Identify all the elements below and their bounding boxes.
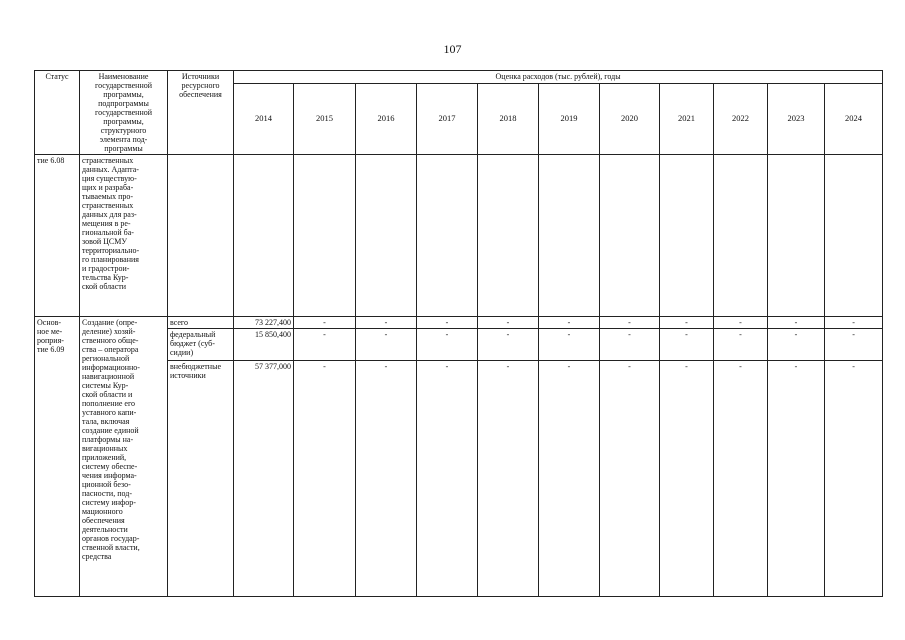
amount-2014: 15 850,400 [234, 329, 294, 361]
value-cell: - [825, 317, 883, 329]
value-cell: - [600, 329, 660, 361]
value-cell [356, 155, 417, 317]
value-cell: - [714, 329, 768, 361]
value-cell: - [294, 329, 356, 361]
header-year: 2023 [768, 83, 825, 154]
value-cell [478, 155, 539, 317]
value-cell: - [714, 317, 768, 329]
value-cell [417, 155, 478, 317]
value-cell: - [539, 329, 600, 361]
header-name: Наименование государственной программы, подпрограммы государственной программы, структурного элемента под- программы [80, 71, 168, 155]
header-year: 2021 [660, 83, 714, 154]
value-cell: - [478, 361, 539, 597]
value-cell: - [825, 329, 883, 361]
header-estimate: Оценка расходов (тыс. рублей), годы [234, 71, 883, 84]
value-cell [660, 155, 714, 317]
header-year: 2017 [417, 83, 478, 154]
value-cell: - [294, 317, 356, 329]
value-cell: - [417, 361, 478, 597]
value-cell: - [660, 317, 714, 329]
header-year: 2015 [294, 83, 356, 154]
status-cell: тие 6.08 [35, 155, 80, 317]
header-year: 2018 [478, 83, 539, 154]
header-year: 2020 [600, 83, 660, 154]
value-cell [768, 155, 825, 317]
value-cell: - [825, 361, 883, 597]
value-cell [234, 155, 294, 317]
table-row [35, 317, 883, 329]
value-cell: - [660, 329, 714, 361]
page-number: 107 [443, 42, 462, 56]
value-cell: - [539, 317, 600, 329]
value-cell: - [768, 361, 825, 597]
header-year: 2019 [539, 83, 600, 154]
value-cell: - [356, 317, 417, 329]
value-cell: - [768, 317, 825, 329]
value-cell [825, 155, 883, 317]
table-row [35, 155, 883, 317]
header-sources: Источники ресурсного обеспечения [168, 71, 234, 155]
budget-table [34, 70, 883, 597]
sources-cell [168, 155, 234, 317]
value-cell: - [356, 329, 417, 361]
header-year: 2022 [714, 83, 768, 154]
header-status: Статус [35, 71, 80, 155]
header-year: 2014 [234, 83, 294, 154]
value-cell: - [768, 329, 825, 361]
value-cell [294, 155, 356, 317]
source-label: федеральный бюджет (суб- сидии) [168, 329, 234, 361]
value-cell: - [600, 361, 660, 597]
status-cell: Основ- ное ме- роприя- тие 6.09 [35, 317, 80, 597]
value-cell [539, 155, 600, 317]
value-cell: - [356, 361, 417, 597]
header-year: 2016 [356, 83, 417, 154]
value-cell: - [294, 361, 356, 597]
value-cell: - [539, 361, 600, 597]
source-label: внебюджетные источники [168, 361, 234, 597]
value-cell: - [417, 317, 478, 329]
amount-2014: 57 377,000 [234, 361, 294, 597]
value-cell [714, 155, 768, 317]
source-label: всего [168, 317, 234, 329]
value-cell [600, 155, 660, 317]
amount-2014: 73 227,400 [234, 317, 294, 329]
value-cell: - [714, 361, 768, 597]
value-cell: - [660, 361, 714, 597]
value-cell: - [478, 317, 539, 329]
name-cell: странственных данных. Адапта- ция существую- щих и разраба- тываемых про- странственных данных для раз- мещения в ре- гиональной ба- зовой ЦСМУ территориально- го планирования и градострои- тельства Кур- ской области [80, 155, 168, 317]
value-cell: - [600, 317, 660, 329]
header-year: 2024 [825, 83, 883, 154]
value-cell: - [417, 329, 478, 361]
name-cell: Создание (опре- деление) хозяй- ственного обще- ства – оператора региональной информационно- навигационной системы Кур- ской области и пополнение его уставного капи- тала, включая создание единой платформы на- вигационных приложений, систему обеспе- чения информа- ционной безо- пасности, под- систему инфор- мационного обеспечения деятельности органов государ- ственной власти, средства [80, 317, 168, 597]
value-cell: - [478, 329, 539, 361]
